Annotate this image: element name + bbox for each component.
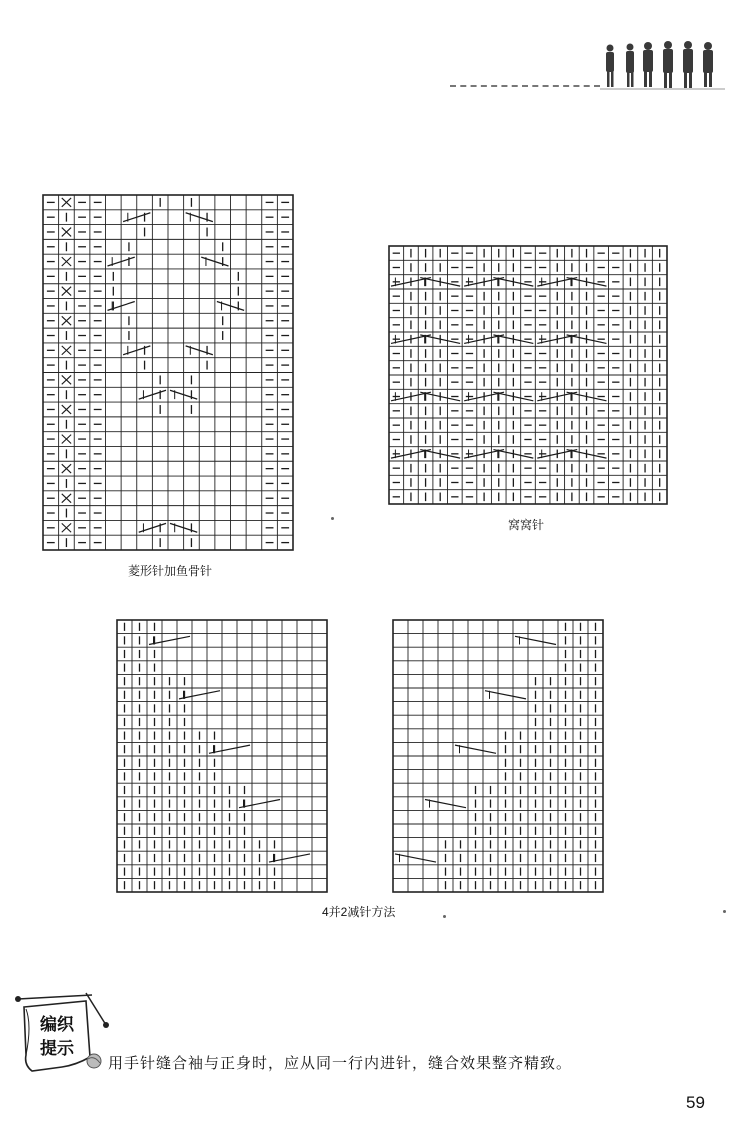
knitting-tip-badge-icon xyxy=(14,985,110,1075)
header-dashed-rule xyxy=(450,85,600,87)
cable-cross-symbol xyxy=(515,636,556,644)
people-silhouettes-illustration xyxy=(560,38,730,98)
tip-badge-lettering: 编织 xyxy=(40,1015,74,1035)
chart-decrease-left xyxy=(117,620,327,892)
svg-text:提示: 提示 xyxy=(40,1039,74,1059)
cable-cross-symbol xyxy=(425,800,466,808)
chart-diamond-herringbone xyxy=(43,195,293,550)
scan-speck xyxy=(331,517,334,520)
cable-cross-symbol xyxy=(485,691,526,699)
tip-text: 用手针缝合袖与正身时，应从同一行内进针，缝合效果整齐精致。 xyxy=(108,1054,573,1072)
caption-diamond-herringbone: 菱形针加鱼骨针 xyxy=(128,564,213,578)
page-number: 59 xyxy=(686,1093,705,1112)
scan-speck xyxy=(443,915,446,918)
caption-decrease: 4并2减针方法 xyxy=(322,905,396,919)
scan-speck xyxy=(723,910,726,913)
chart-honeycomb xyxy=(389,246,667,504)
cable-cross-symbol xyxy=(455,745,496,753)
caption-honeycomb: 窝窝针 xyxy=(508,518,545,532)
chart-decrease-right xyxy=(393,620,603,892)
cable-cross-symbol xyxy=(395,854,436,862)
